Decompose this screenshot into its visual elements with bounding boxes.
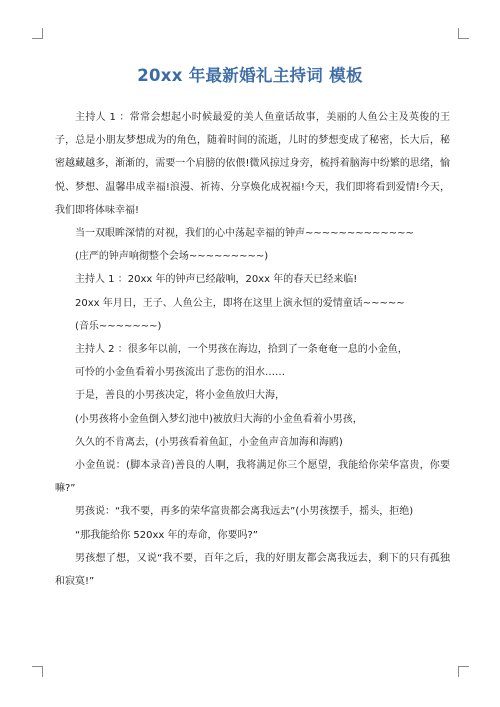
- paragraph: (音乐~~~~~~~): [75, 320, 162, 332]
- paragraph: 小金鱼说：(脚本录音)善良的人啊，我将满足你三个愿望，我能给你荣华富贵，你要嘛?”: [55, 460, 450, 495]
- crop-mark-top-right: [458, 28, 469, 39]
- paragraph: 久久的不肯离去，(小男孩看着鱼缸，小金鱼声音加海和海鸥): [75, 436, 343, 448]
- paragraph: “那我能给你 520xx 年的寿命，你要吗?”: [75, 529, 258, 541]
- paragraph: 男孩想了想，又说“我不要，百年之后，我的好朋友都会离我远去，剩下的只有孤独和寂寞!”: [55, 552, 450, 588]
- crop-mark-bottom-right: [458, 666, 469, 677]
- paragraph: 主持人 2 ：很多年以前，一个男孩在海边，拾到了一条奄奄一息的小金鱼，: [75, 344, 408, 356]
- paragraph: 主持人 1 ：20xx 年的钟声已经敲响，20xx 年的春天已经来临!: [75, 274, 358, 286]
- paragraph: (庄严的钟声响彻整个会场~~~~~~~~~): [75, 251, 269, 263]
- crop-mark-bottom-left: [32, 666, 43, 677]
- crop-mark-top-left: [32, 28, 43, 39]
- paragraph: 当一双眼眸深情的对视，我们的心中荡起幸福的钟声~~~~~~~~~~~~~: [75, 228, 414, 240]
- paragraph: 20xx 年月日，王子、人鱼公主，即将在这里上演永恒的爱情童话~~~~~: [75, 297, 405, 309]
- paragraph: 于是，善良的小男孩决定，将小金鱼放归大海，: [75, 390, 285, 402]
- paragraph: 可怜的小金鱼看着小男孩流出了悲伤的泪水……: [75, 367, 285, 379]
- document-body: [55, 106, 450, 593]
- document-title: 20xx 年最新婚礼主持词 模板: [137, 66, 363, 85]
- paragraph: 主持人 1 ：常常会想起小时候最爱的美人鱼童话故事，美丽的人鱼公主及英俊的王子，总是小朋友梦想成为的角色，随着时间的流逝，儿时的梦想变成了秘密，长大后，秘密越藏越多，渐渐的，需要一个肩膀的依偎!微风掠过身旁，梳捋着脑海中纷繁的思绪，愉悦、梦想、温馨串成幸福!浪漫、祈祷、分享焕化成祝福!今天，我们即将看到爱情!今天，我们即将体味幸福!: [55, 112, 450, 216]
- paragraph: (小男孩将小金鱼倒入梦幻池中)被放归大海的小金鱼看着小男孩，: [75, 413, 363, 425]
- paragraph: 男孩说：“我不要，再多的荣华富贵都会离我远去”(小男孩摆手，摇头，拒绝): [75, 506, 414, 518]
